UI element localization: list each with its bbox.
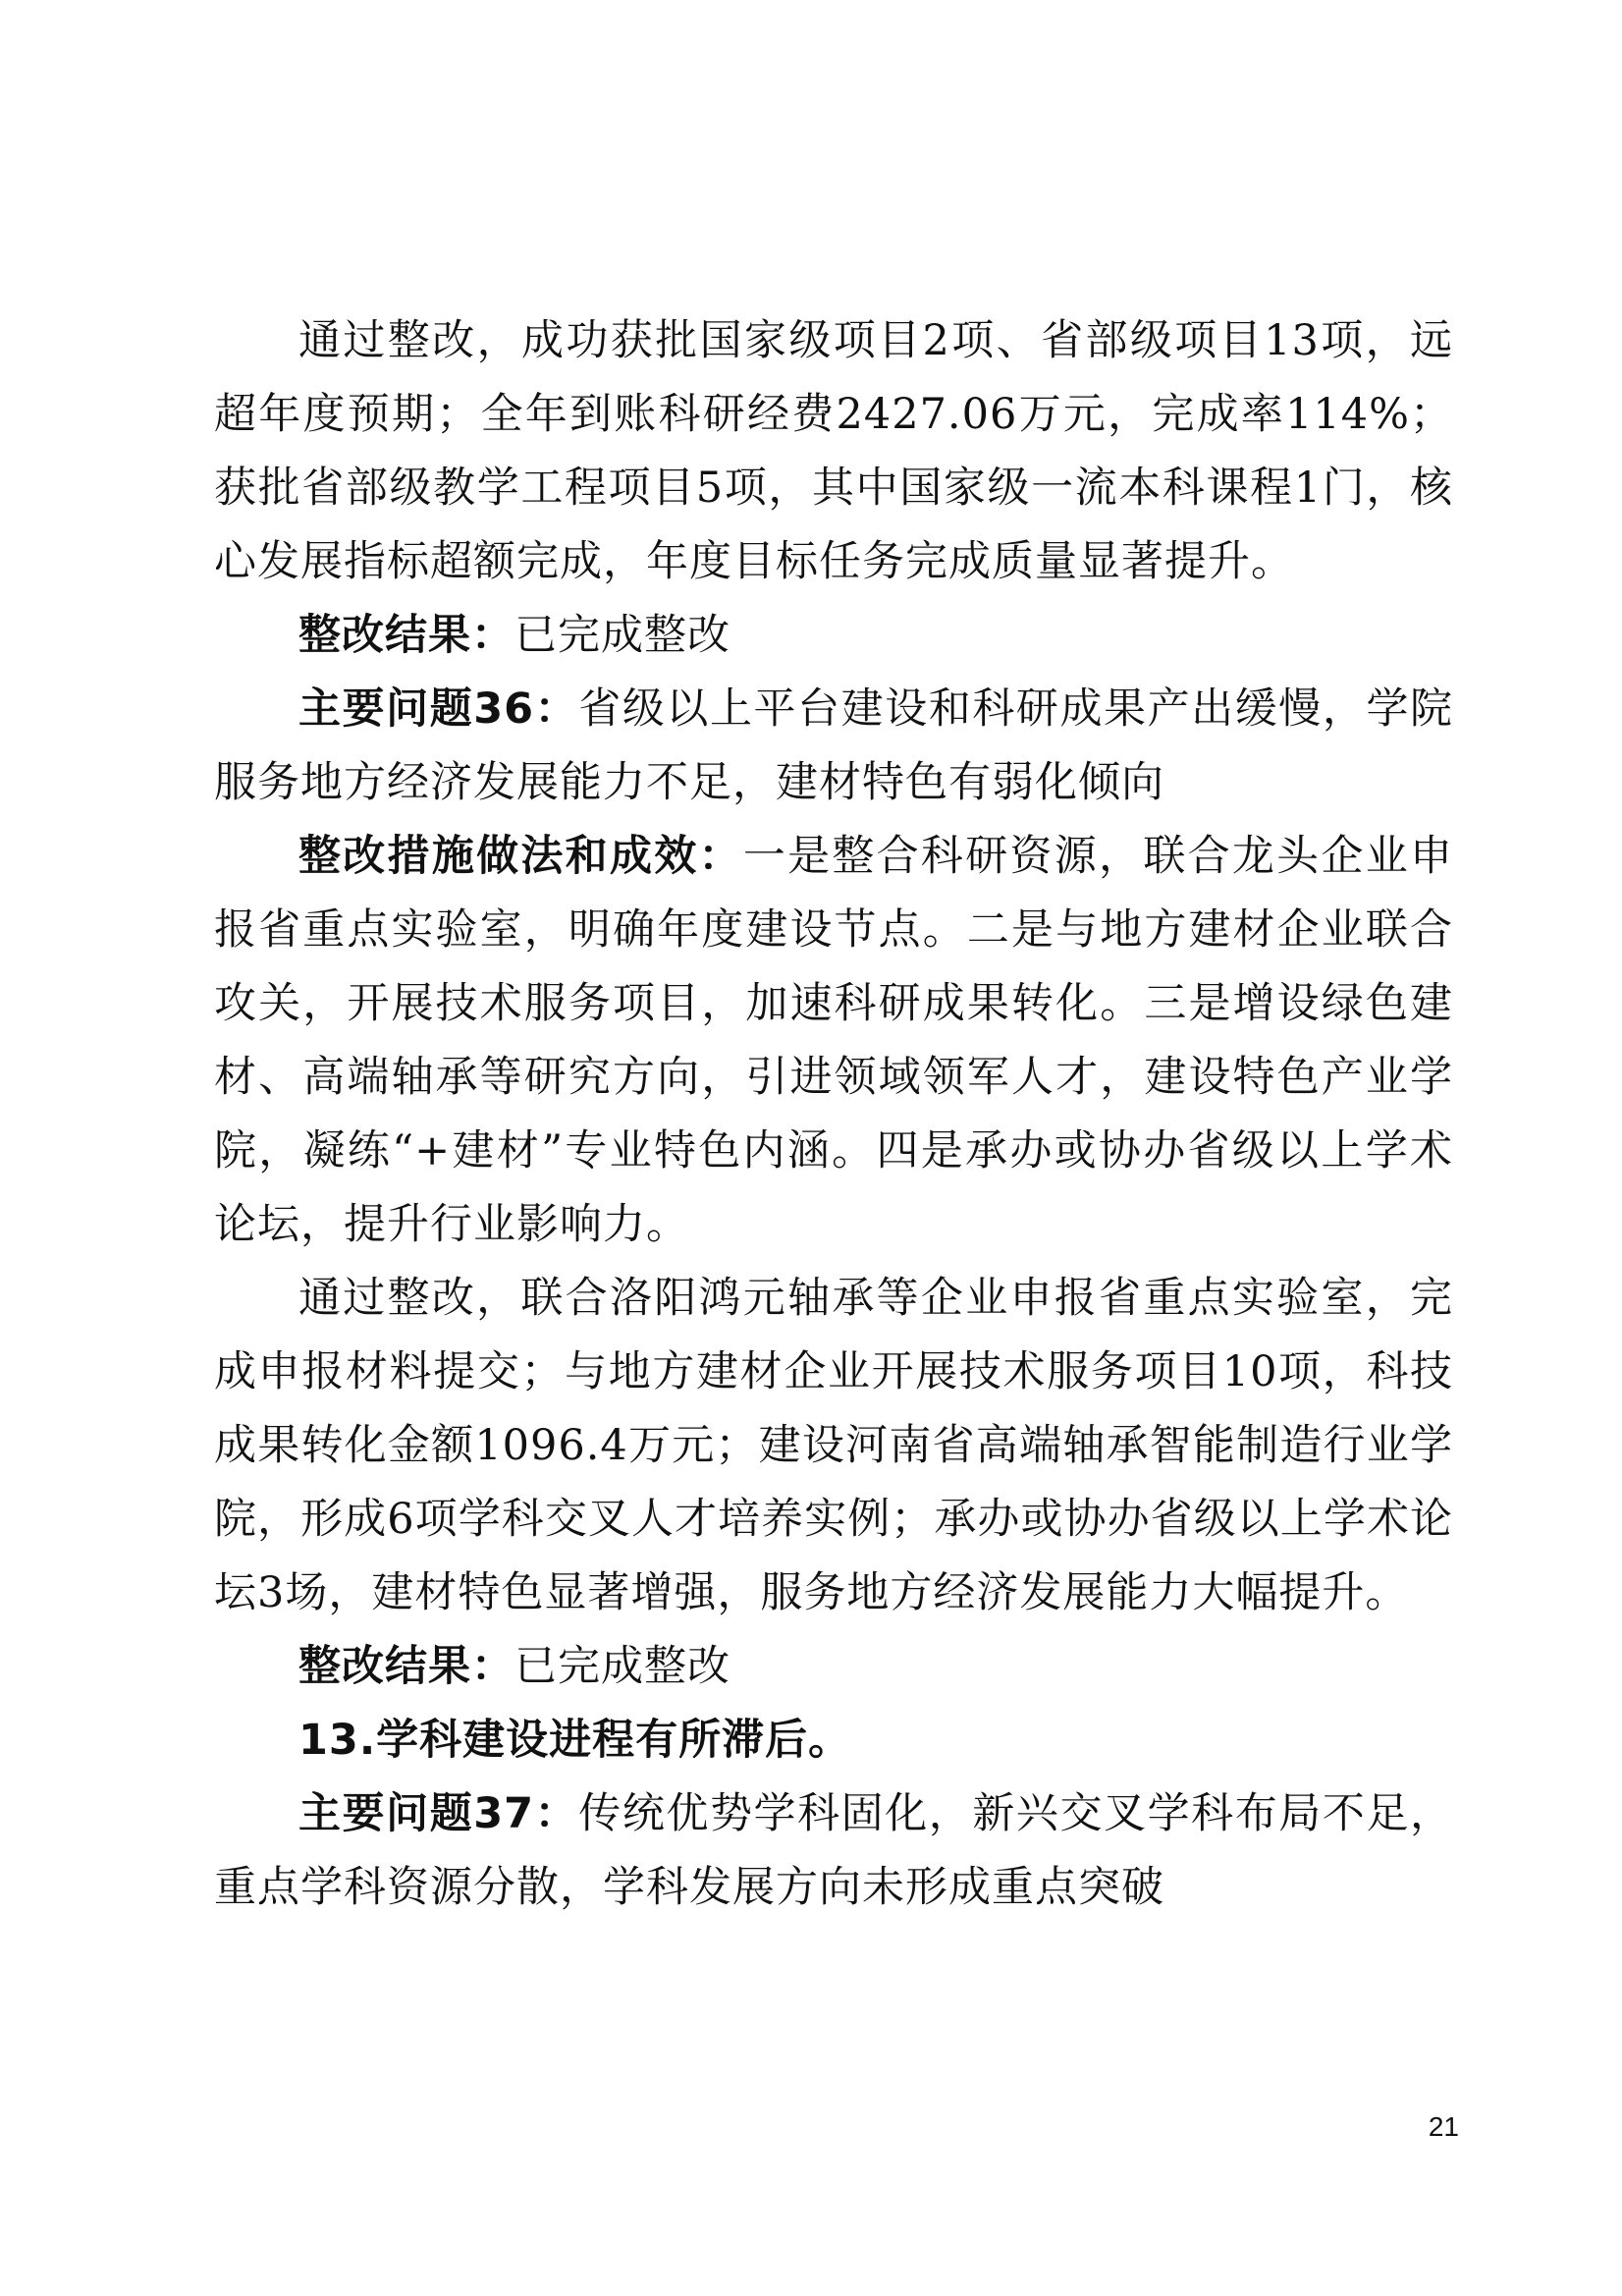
paragraph-text: 省级以上平台建设和科研成果产出缓慢，学院服务地方经济发展能力不足，建材特色有弱化倾向 xyxy=(214,684,1454,807)
paragraph-rectification-results xyxy=(214,304,1453,599)
paragraph-label: 整改措施做法和成效： xyxy=(298,832,743,881)
paragraph-text: 已完成整改 xyxy=(514,1642,730,1691)
section-heading-13: 13.学科建设进程有所滞后。 xyxy=(298,1716,852,1765)
paragraph-label: 整改结果： xyxy=(298,1642,514,1691)
paragraph-text: 通过整改，联合洛阳鸿元轴承等企业申报省重点实验室，完成申报材料提交；与地方建材企业开展技术服务项目10项，科技成果转化金额1096.4万元；建设河南省高端轴承智能制造行业学院，形成6项学科交叉人才培养实例；承办或协办省级以上学术论坛3场，建材特色显著增强，服务地方经济发展能力大幅提升。 xyxy=(214,1274,1453,1617)
paragraph-text: 通过整改，成功获批国家级项目2项、省部级项目13项，远超年度预期；全年到账科研经费2427.06万元，完成率114%；获批省部级教学工程项目5项，其中国家级一流本科课程1门，核心发展指标超额完成，年度目标任务完成质量显著提升。 xyxy=(214,316,1453,586)
paragraph-measures-and-effects xyxy=(214,820,1453,1262)
paragraph-text: 一是整合科研资源，联合龙头企业申报省重点实验室，明确年度建设节点。二是与地方建材企业联合攻关，开展技术服务项目，加速科研成果转化。三是增设绿色建材、高端轴承等研究方向，引进领域领军人才，建设特色产业学院，凝练“+建材”专业特色内涵。四是承办或协办省级以上学术论坛，提升行业影响力。 xyxy=(214,832,1454,1249)
paragraph-label: 主要问题37： xyxy=(298,1789,579,1838)
paragraph-label: 整改结果： xyxy=(298,611,514,660)
paragraph-result-status-1 xyxy=(214,599,1453,673)
page-number: 21 xyxy=(1428,2111,1459,2142)
paragraph-main-issue-36 xyxy=(214,673,1453,820)
paragraph-rectification-outcomes xyxy=(214,1262,1453,1630)
document-body xyxy=(214,304,1453,1925)
paragraph-text: 传统优势学科固化，新兴交叉学科布局不足，重点学科资源分散，学科发展方向未形成重点突破 xyxy=(214,1789,1454,1912)
paragraph-text: 已完成整改 xyxy=(514,611,730,660)
paragraph-label: 主要问题36： xyxy=(298,684,579,734)
paragraph-main-issue-37 xyxy=(214,1777,1453,1925)
paragraph-result-status-2 xyxy=(214,1630,1453,1704)
